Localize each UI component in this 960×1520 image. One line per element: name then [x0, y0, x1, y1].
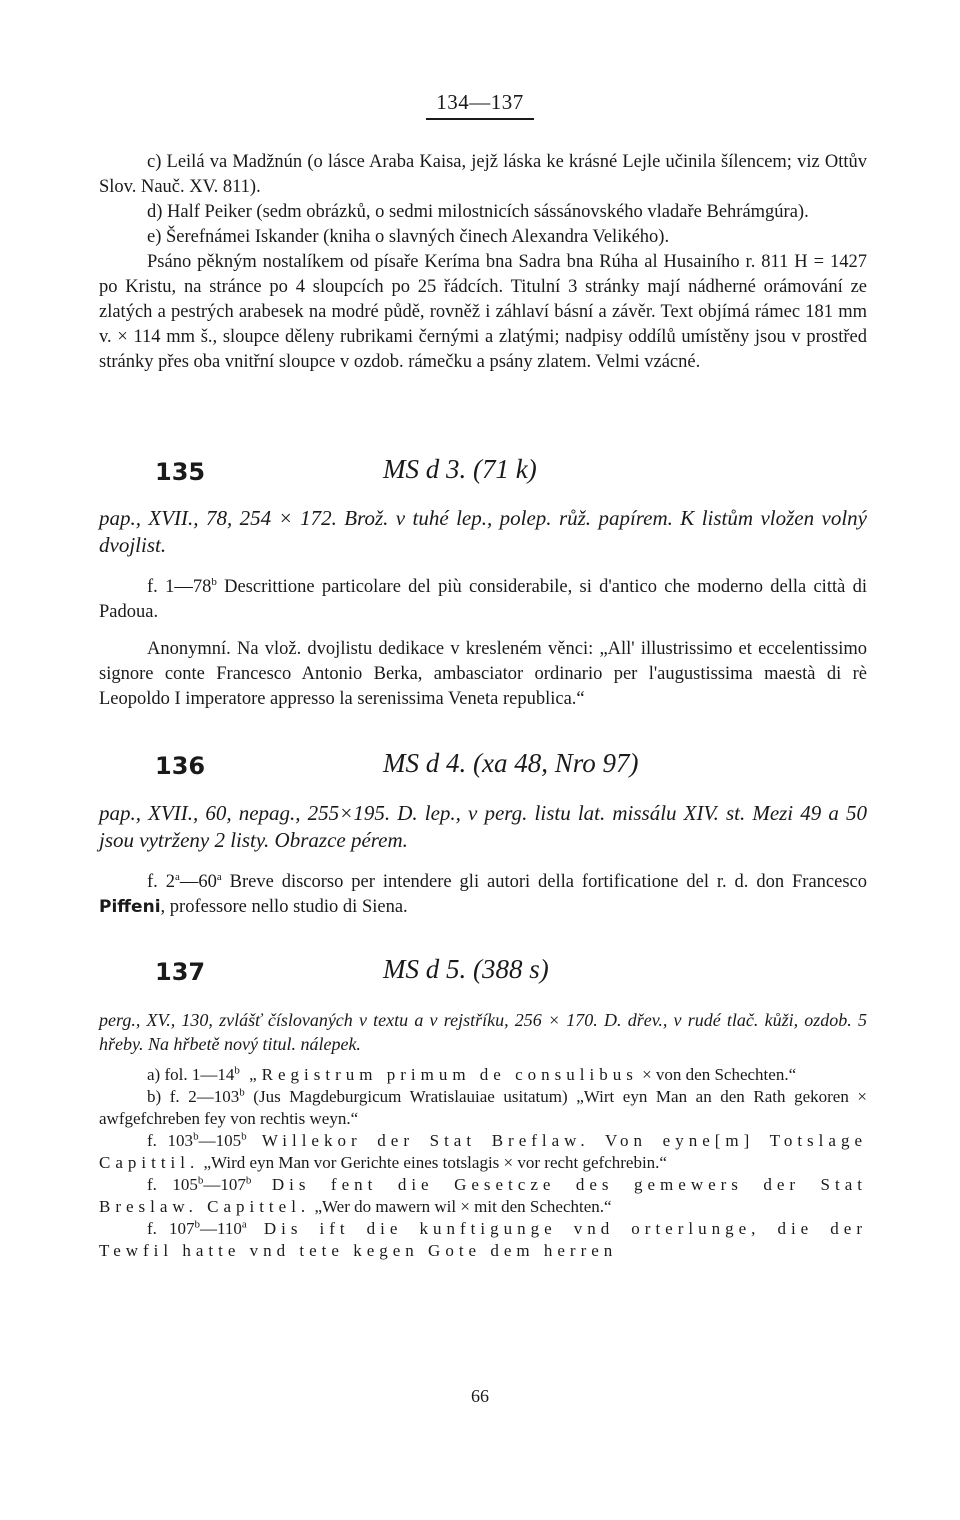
folio-content	[99, 870, 867, 920]
item-text: „Wird eyn Man vor Gerichte eines totslagis × vor recht gefchrebin.“	[199, 1153, 667, 1172]
folio-range: f. 107	[147, 1219, 195, 1238]
folio-range: f. 103	[147, 1131, 194, 1150]
folio-range: a) fol. 1—14	[147, 1065, 235, 1084]
entry-number: 135	[155, 458, 206, 486]
physical-description: pap., XVII., 78, 254 × 172. Brož. v tuhé lep., polep. růž. papírem. K listům vložen volný dvojlist.	[99, 506, 867, 557]
item-text: (Jus Magdeburgicum Wratislauiae usitatum) „Wirt eyn Man an den Rath gekoren × awfgefchreben fey von rechtis weyn.“	[99, 1087, 867, 1128]
folio-range: f. 1—78	[147, 577, 212, 597]
folio-title-end: , professore nello studio di Siena.	[160, 897, 408, 917]
folio-title: Breve discorso per intendere gli autori della fortificatione del r. d. don Francesco	[221, 872, 867, 892]
entry-137-heading	[155, 954, 855, 998]
physical-description: perg., XV., 130, zvlášť číslovaných v textu a v rejstříku, 256 × 170. D. dřev., v rudé tlač. kůži, ozdob. 5 hřeby. Na hřbetě nový titul. nálepek.	[99, 1010, 867, 1054]
entry-135-heading	[155, 454, 855, 498]
heading-spaced: Dis fent die Gesetcze des gemewers der Stat Breslaw. Capittel.	[99, 1175, 867, 1216]
item-e: e) Šerefnámei Iskander (kniha o slavných činech Alexandra Velikého).	[147, 227, 670, 247]
folio-range: b) f. 2—103	[147, 1087, 240, 1106]
entry-135-body	[99, 505, 867, 712]
item-a	[99, 1064, 867, 1086]
item-text: „Wer do mawern wil × mit den Schechten.“	[310, 1197, 612, 1216]
item-f-103	[99, 1130, 867, 1174]
item-f-107	[99, 1218, 867, 1262]
folio-title: Descrittione particolare del più considerabile, si d'antico che moderno della città di Padoua.	[99, 577, 867, 622]
folio-sup: a	[174, 870, 180, 883]
folio-sup: b	[211, 575, 217, 588]
page-range-header: 134—137	[426, 90, 534, 120]
entry-137-body	[99, 1008, 867, 1262]
entry-136-body	[99, 800, 867, 920]
entry-136-heading	[155, 748, 855, 792]
folio-range: f. 2	[147, 872, 175, 892]
folio-sup: b	[197, 1174, 204, 1187]
author-name: Piffeni	[99, 897, 161, 917]
item-d: d) Half Peiker (sedm obrázků, o sedmi milostnicích sássánovského vladaře Behrámgúra).	[147, 202, 809, 222]
shelfmark: MS d 3. (71 k)	[383, 454, 537, 484]
item-b	[99, 1086, 867, 1130]
folio-content	[99, 575, 867, 625]
folio-range: —107	[203, 1175, 246, 1194]
incipit-end: × von den Schechten.“	[637, 1065, 797, 1084]
folio-sup: b	[234, 1064, 240, 1077]
folio-range: —105	[198, 1131, 242, 1150]
item-f-105	[99, 1174, 867, 1218]
folio-sup: a	[216, 870, 222, 883]
folio-sup: b	[193, 1130, 199, 1143]
entry-number: 137	[155, 958, 206, 986]
page-number: 66	[471, 1386, 489, 1406]
folio-sup: b	[194, 1218, 200, 1231]
entry-134-continuation	[99, 150, 867, 375]
folio-sup: a	[241, 1218, 247, 1231]
physical-description: pap., XVII., 60, nepag., 255×195. D. lep., v perg. listu lat. missálu XIV. st. Mezi 49 a 50 jsou vytrženy 2 listy. Obrazce pérem.	[99, 801, 867, 852]
entry-number: 136	[155, 752, 206, 780]
folio-sup: b	[241, 1130, 247, 1143]
shelfmark: MS d 5. (388 s)	[383, 954, 549, 984]
heading-spaced: Willekor der Stat Breflaw. Von eyne[m] Totslage Capittil.	[99, 1131, 867, 1172]
incipit-spaced: „Registrum primum de consulibus	[239, 1065, 638, 1084]
entry-135-note: Anonymní. Na vlož. dvojlistu dedikace v kresleném věnci: „All' illustrissimo et eccelentissimo signore conte Francesco Antonio Berka, ambasciator ordinario per l'augustissima maestà di rè Leopoldo I imperatore appresso la serenissima Veneta republica.“	[99, 639, 867, 709]
item-c: c) Leilá va Madžnún (o lásce Araba Kaisa, jejž láska ke krásné Lejle učinila šílencem; viz Ottův Slov. Nauč. XV. 811).	[99, 152, 867, 197]
folio-range: f. 105	[147, 1175, 198, 1194]
running-header	[0, 90, 960, 120]
entry-134-description: Psáno pěkným nostalíkem od písaře Keríma bna Sadra bna Rúha al Husainího r. 811 H = 1427 po Kristu, na stránce po 4 sloupcích po 25 řádcích. Titulní 3 stránky mají nádherné orámování ze zlatých a pestrých arabesek na modré půdě, rovněž i záhlaví básní a závěr. Text objímá rámec 181 mm v. × 114 mm š., sloupce děleny rubrikami černými a zlatými; nadpisy oddílů umístěny jsou v prostřed stránky přes oba vnitřní sloupce v ozdob. rámečku a psány zlatem. Velmi vzácné.	[99, 252, 867, 372]
folio-sup: b	[245, 1174, 252, 1187]
shelfmark: MS d 4. (xa 48, Nro 97)	[383, 748, 639, 778]
folio-range: —60	[179, 872, 217, 892]
folio-range: —110	[199, 1219, 242, 1238]
heading-spaced: Dis ift die kunftigunge vnd orterlunge, die der Tewfil hatte vnd tete kegen Gote dem herren	[99, 1219, 867, 1260]
folio-sup: b	[239, 1086, 245, 1099]
